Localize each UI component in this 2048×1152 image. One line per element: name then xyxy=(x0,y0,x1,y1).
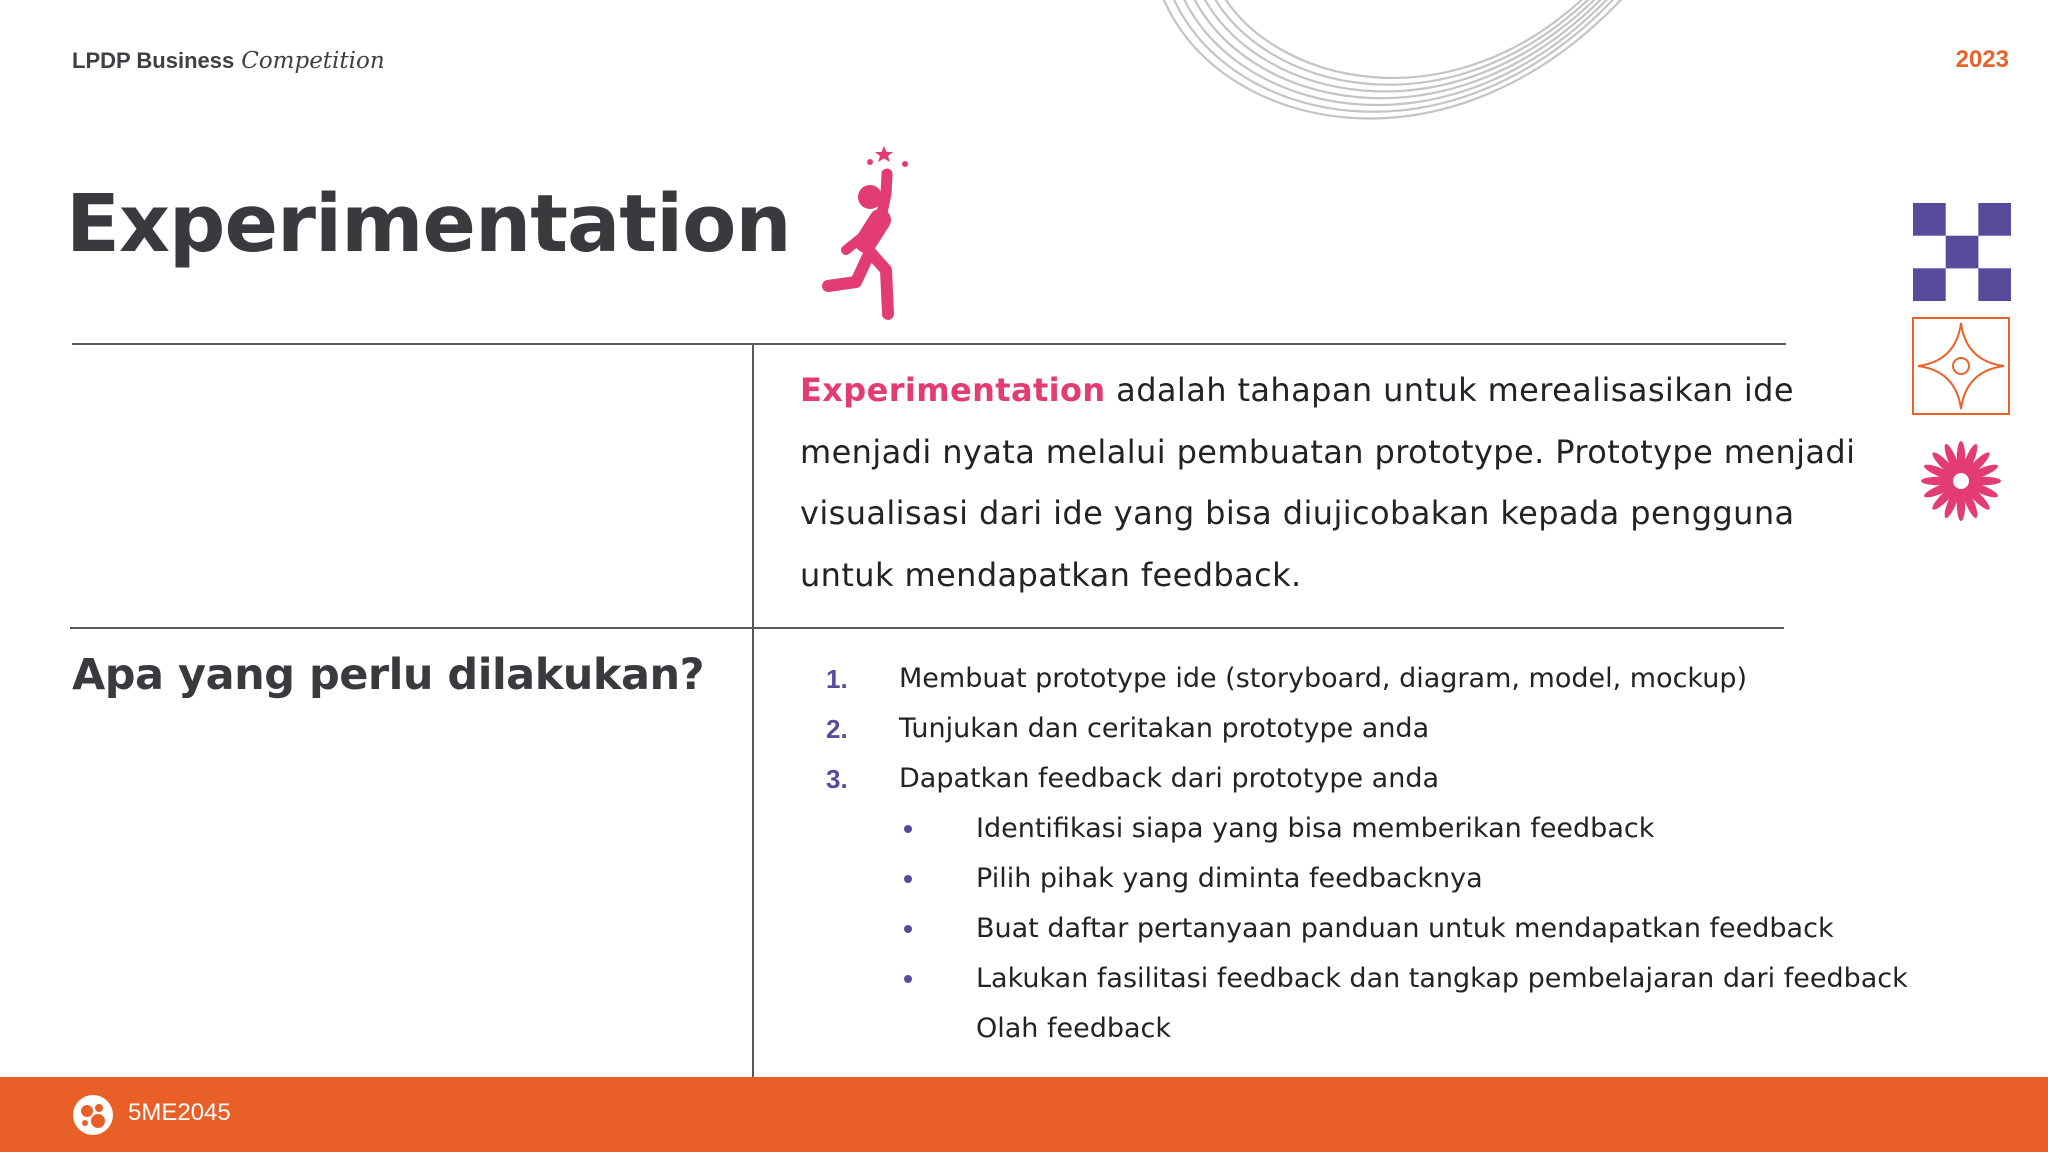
step-number: 2. xyxy=(826,714,848,744)
jumping-person-icon xyxy=(808,142,918,322)
footer-bar xyxy=(0,1077,2048,1152)
definition-text: adalah tahapan untuk merealisasikan ide menjadi nyata melalui pembuatan prototype. Prototype menjadi visualisasi dari ide yang bisa diujicobakan kepada pengguna untuk mendapatkan feedback. xyxy=(800,371,1856,594)
sub-step-item xyxy=(800,904,2030,954)
sub-step-item xyxy=(800,954,2030,1004)
definition-term: Experimentation xyxy=(800,371,1106,409)
bullet-icon xyxy=(904,925,912,933)
page-title: Experimentation xyxy=(66,178,791,270)
flower-burst-icon xyxy=(1912,432,2010,530)
brand-italic: Competition xyxy=(241,48,385,74)
step-text: Dapatkan feedback dari prototype anda xyxy=(899,763,1439,794)
sub-step-text: Lakukan fasilitasi feedback dan tangkap pembelajaran dari feedback xyxy=(976,963,1908,994)
bullet-icon xyxy=(904,975,912,983)
bullet-icon xyxy=(904,825,912,833)
bullet-icon xyxy=(904,875,912,883)
definition-paragraph xyxy=(800,360,1890,606)
year-label: 2023 xyxy=(1955,46,2009,73)
step-item xyxy=(800,754,2030,804)
sub-step-item xyxy=(800,854,2030,904)
section-question: Apa yang perlu dilakukan? xyxy=(72,650,705,700)
brand-label xyxy=(72,48,385,74)
steps-list xyxy=(800,654,2030,1054)
checker-pattern-icon xyxy=(1913,203,2011,301)
step-number: 1. xyxy=(826,664,848,694)
step-item xyxy=(800,704,2030,754)
sub-step-text: Pilih pihak yang diminta feedbacknya xyxy=(976,863,1483,894)
divider-middle xyxy=(70,627,1784,629)
step-text: Tunjukan dan ceritakan prototype anda xyxy=(899,713,1430,744)
sub-step-text: Olah feedback xyxy=(976,1013,1172,1044)
decorative-arcs xyxy=(1150,0,1670,160)
divider-top xyxy=(72,343,1786,345)
divider-vertical xyxy=(752,343,754,1077)
brand-bold: LPDP Business xyxy=(72,48,235,73)
step-item xyxy=(800,654,2030,704)
sub-step-item xyxy=(800,804,2030,854)
sub-step-item xyxy=(800,1004,2030,1054)
sub-step-text: Identifikasi siapa yang bisa memberikan feedback xyxy=(976,813,1655,844)
four-point-star-icon xyxy=(1912,317,2010,415)
step-number: 3. xyxy=(826,764,848,794)
sub-step-text: Buat daftar pertanyaan panduan untuk mendapatkan feedback xyxy=(976,913,1834,944)
footer-code: 5ME2045 xyxy=(128,1099,231,1126)
footer-logo-icon xyxy=(72,1094,114,1136)
step-text: Membuat prototype ide (storyboard, diagram, model, mockup) xyxy=(899,663,1748,694)
